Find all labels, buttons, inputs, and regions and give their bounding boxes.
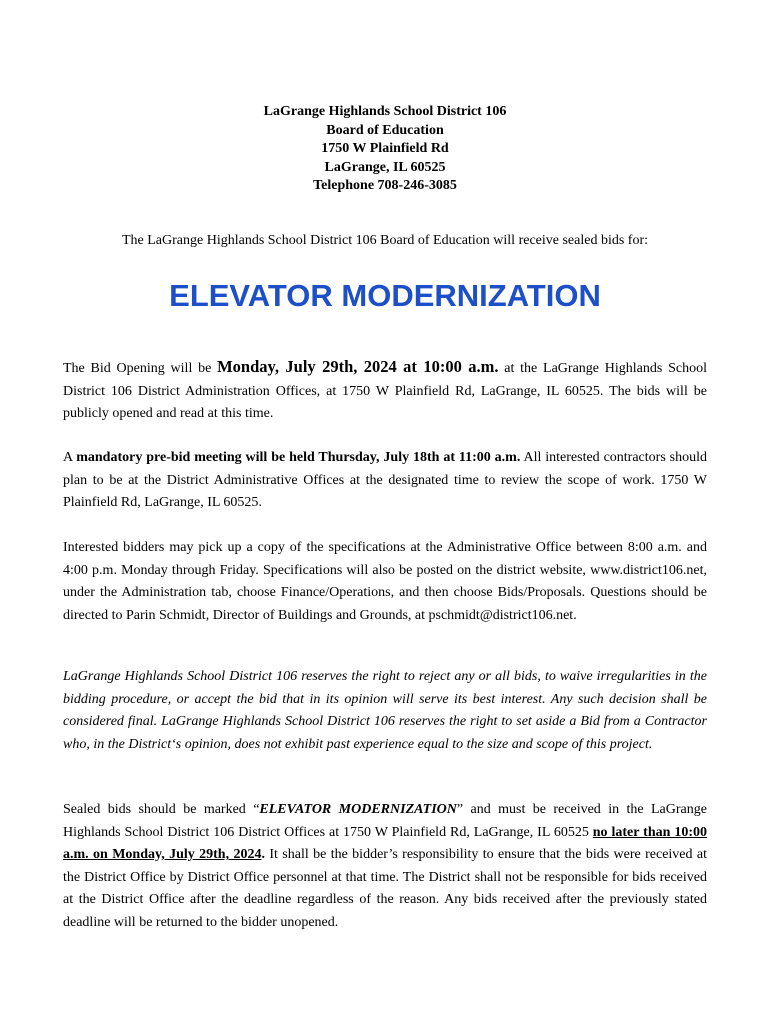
bid-opening-post: at the LaGrange Highlands School District 106 District Administration Offices, at 1750 W Plainfield Rd, LaGrange, IL 60525. The bids will be publicly opened and read at this time. xyxy=(63,361,707,421)
bid-opening-datetime: Monday, July 29th, 2024 at 10:00 a.m. xyxy=(217,357,499,376)
sealed-bids-paragraph xyxy=(63,799,707,934)
project-title: ELEVATOR MODERNIZATION xyxy=(169,278,601,313)
specifications-paragraph: Interested bidders may pick up a copy of the specifications at the Administrative Office between 8:00 a.m. and 4:00 p.m. Monday through Friday. Specifications will also be posted on the district website, www.district106.net, under the Administration tab, choose Finance/Operations, and then choose Bids/Proposals. Questions should be directed to Parin Schmidt, Director of Buildings and Grounds, at pschmidt@district106.net. xyxy=(63,540,707,623)
telephone: Telephone 708-246-3085 xyxy=(313,178,457,193)
intro-line: The LaGrange Highlands School District 106 Board of Education will receive sealed bids for: xyxy=(121,233,649,248)
prebid-pre: A xyxy=(63,450,77,465)
sealed-mid: ” and must be received in the LaGrange Highlands School District 106 District Offices at 1750 W Plainfield Rd, LaGrange, IL 60525 xyxy=(63,802,707,840)
sealed-deadline-suffix: . xyxy=(261,847,265,862)
bid-opening-paragraph xyxy=(63,356,707,426)
prebid-meeting-notice: mandatory pre-bid meeting will be held Thursday, July 18th at 11:00 a.m. xyxy=(76,450,521,465)
district-name: LaGrange Highlands School District 106 xyxy=(263,104,507,119)
street-address: 1750 W Plainfield Rd xyxy=(321,141,449,156)
board-name: Board of Education xyxy=(326,122,444,138)
sealed-deadline: no later than 10:00 a.m. on Monday, July 29th, 2024 xyxy=(63,824,707,862)
sealed-pre: Sealed bids should be marked “ xyxy=(63,802,260,817)
sealed-post: It shall be the bidder’s responsibility to ensure that the bids were received at the District Office by District Office personnel at that time. The District shall not be responsible for bids received at the District Office after the deadline regardless of the reason. Any bids received after the previously stated deadline will be returned to the bidder unopened. xyxy=(63,847,707,930)
prebid-post: All interested contractors should plan to be at the District Administrative Offices at the designated time to review the scope of work. 1750 W Plainfield Rd, LaGrange, IL 60525. xyxy=(63,450,707,510)
letterhead xyxy=(0,103,770,196)
city-state-zip: LaGrange, IL 60525 xyxy=(324,159,446,175)
bid-opening-pre: The Bid Opening will be xyxy=(63,361,218,376)
reservation-paragraph: LaGrange Highlands School District 106 reserves the right to reject any or all bids, to waive irregularities in the bidding procedure, or accept the bid that in its opinion will serve its best interest. Any such decision shall be considered final. LaGrange Highlands School District 106 reserves the right to set aside a Bid from a Contractor who, in the District‘s opinion, does not exhibit past experience equal to the size and scope of this project. xyxy=(63,669,707,752)
sealed-marking: ELEVATOR MODERNIZATION xyxy=(259,802,457,817)
prebid-meeting-paragraph xyxy=(63,447,707,515)
